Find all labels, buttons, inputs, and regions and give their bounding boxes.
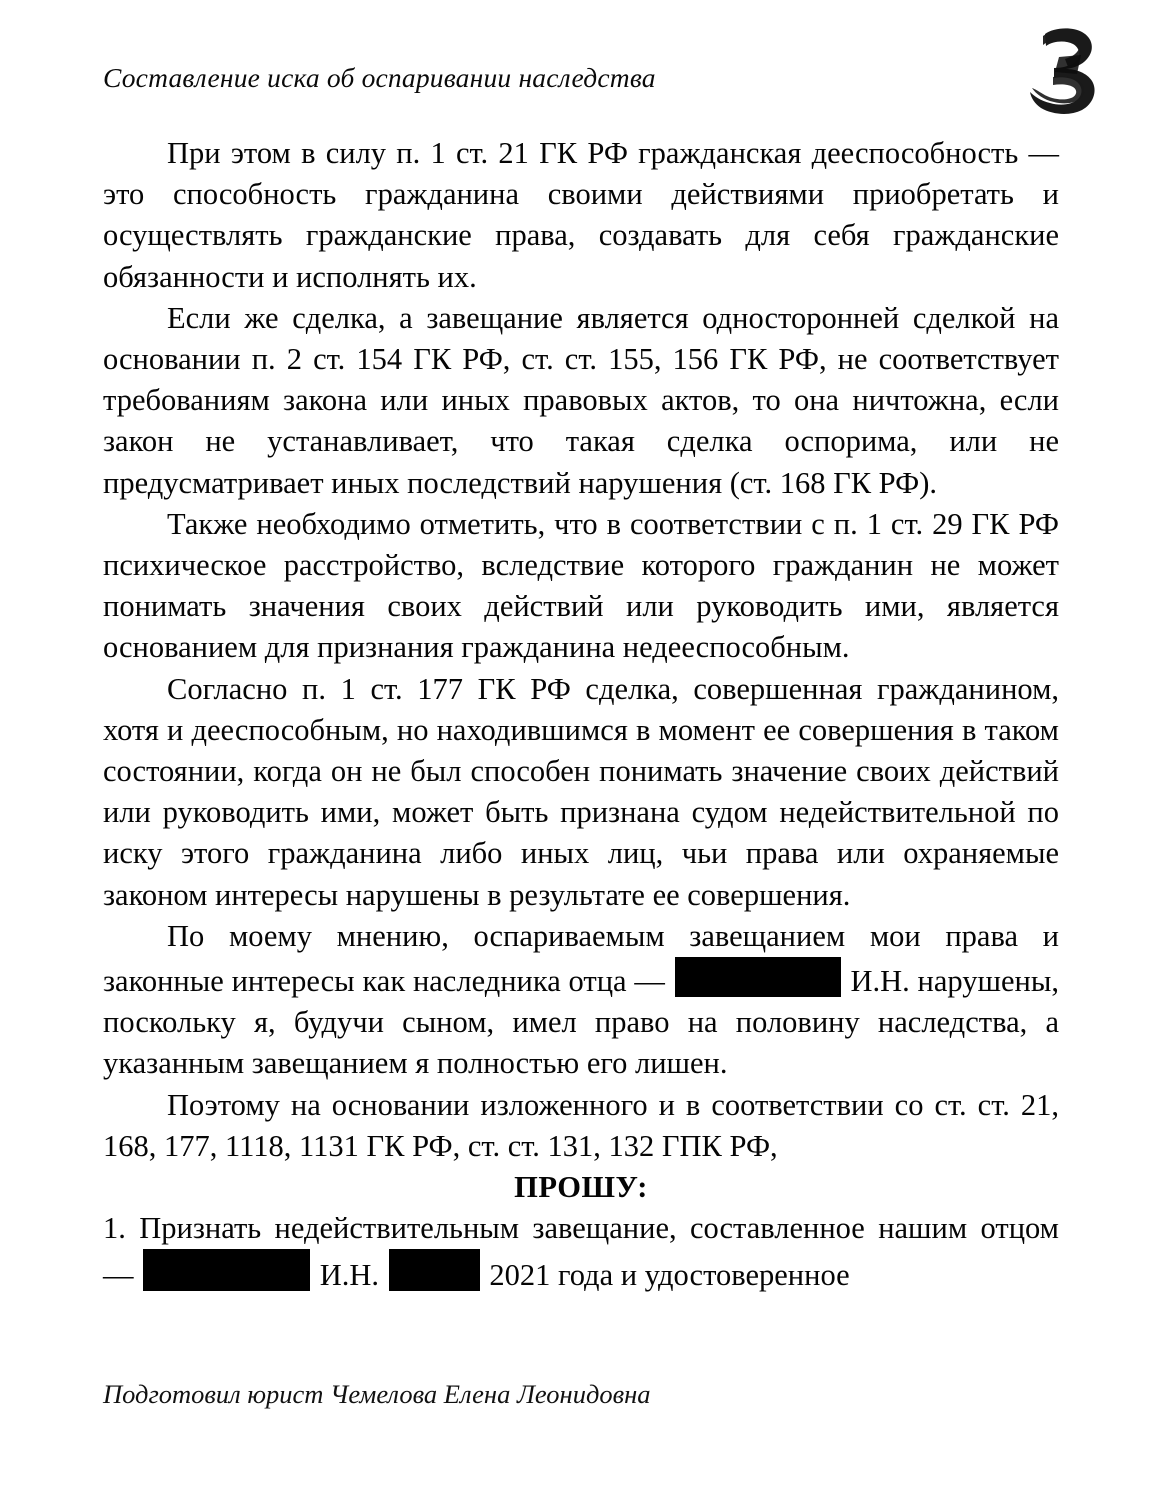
paragraph-6: Поэтому на основании изложенного и в соответствии со ст. ст. 21, 168, 177, 1118, 1131 ГК РФ, ст. ст. 131, 132 ГПК РФ, xyxy=(103,1087,1059,1163)
page-header xyxy=(103,62,1003,106)
paragraph-5-text-after-redaction: И.Н. нарушены, поскольку я, будучи сыном, имел право на половину наследства, а указанным завещанием я полностью его лишен. xyxy=(103,964,1059,1081)
page-footer xyxy=(103,1379,1003,1410)
running-head-title: Составление иска об оспаривании наследства xyxy=(103,62,656,93)
paragraph-1: При этом в силу п. 1 ст. 21 ГК РФ гражданская дееспособность — это способность гражданина своими действиями приобретать и осуществлять гражданские права, создавать для себя гражданские обязанности и исполнять их. xyxy=(103,136,1059,294)
paragraph-2: Если же сделка, а завещание является односторонней сделкой на основании п. 2 ст. 154 ГК РФ, ст. ст. 155, 156 ГК РФ, не соответствует требованиям закона или иных правовых актов, то она ничтожна, если закон не устанавливает, что такая сделка оспорима, или не предусматривает иных последствий нарушения (ст. 168 ГК РФ). xyxy=(103,300,1059,500)
prepared-by-label: Подготовил юрист Чемелова Елена Леонидовна xyxy=(103,1379,651,1409)
petition-heading: ПРОШУ: xyxy=(514,1170,648,1205)
paragraph-5 xyxy=(103,916,1059,1085)
redaction-bar-date xyxy=(389,1249,480,1291)
paragraph-4: Согласно п. 1 ст. 177 ГК РФ сделка, совершенная гражданином, хотя и дееспособным, но находившимся в момент ее совершения в таком состоянии, когда он не был способен понимать значение своих действий или руководить ими, может быть признана судом недействительной по иску этого гражданина либо иных лиц, чьи права или охраняемые законом интересы нарушены в результате ее совершения. xyxy=(103,671,1059,912)
document-body xyxy=(103,133,1059,1297)
paragraph-5-text-before-redaction: По моему мнению, оспариваемым завещанием мои права и законные интересы как наследника отца — xyxy=(103,918,1059,999)
petition-item-1 xyxy=(103,1208,1059,1296)
redaction-bar-father-name xyxy=(675,957,841,997)
petition-item-1-part-2: И.Н. xyxy=(312,1258,387,1293)
petition-item-1-part-1: 1. Признать недействительным завещание, составленное нашим отцом — xyxy=(103,1211,1059,1293)
petition-item-1-part-3: 2021 года и удостоверенное xyxy=(481,1258,850,1293)
redaction-bar-father-name-2 xyxy=(143,1249,310,1291)
page-number-brush-mark xyxy=(1019,22,1111,118)
paragraph-3: Также необходимо отметить, что в соответствии с п. 1 ст. 29 ГК РФ психическое расстройство, вследствие которого гражданин не может понимать значения своих действий или руководить ими, является основанием для признания гражданина недееспособным. xyxy=(103,506,1059,665)
